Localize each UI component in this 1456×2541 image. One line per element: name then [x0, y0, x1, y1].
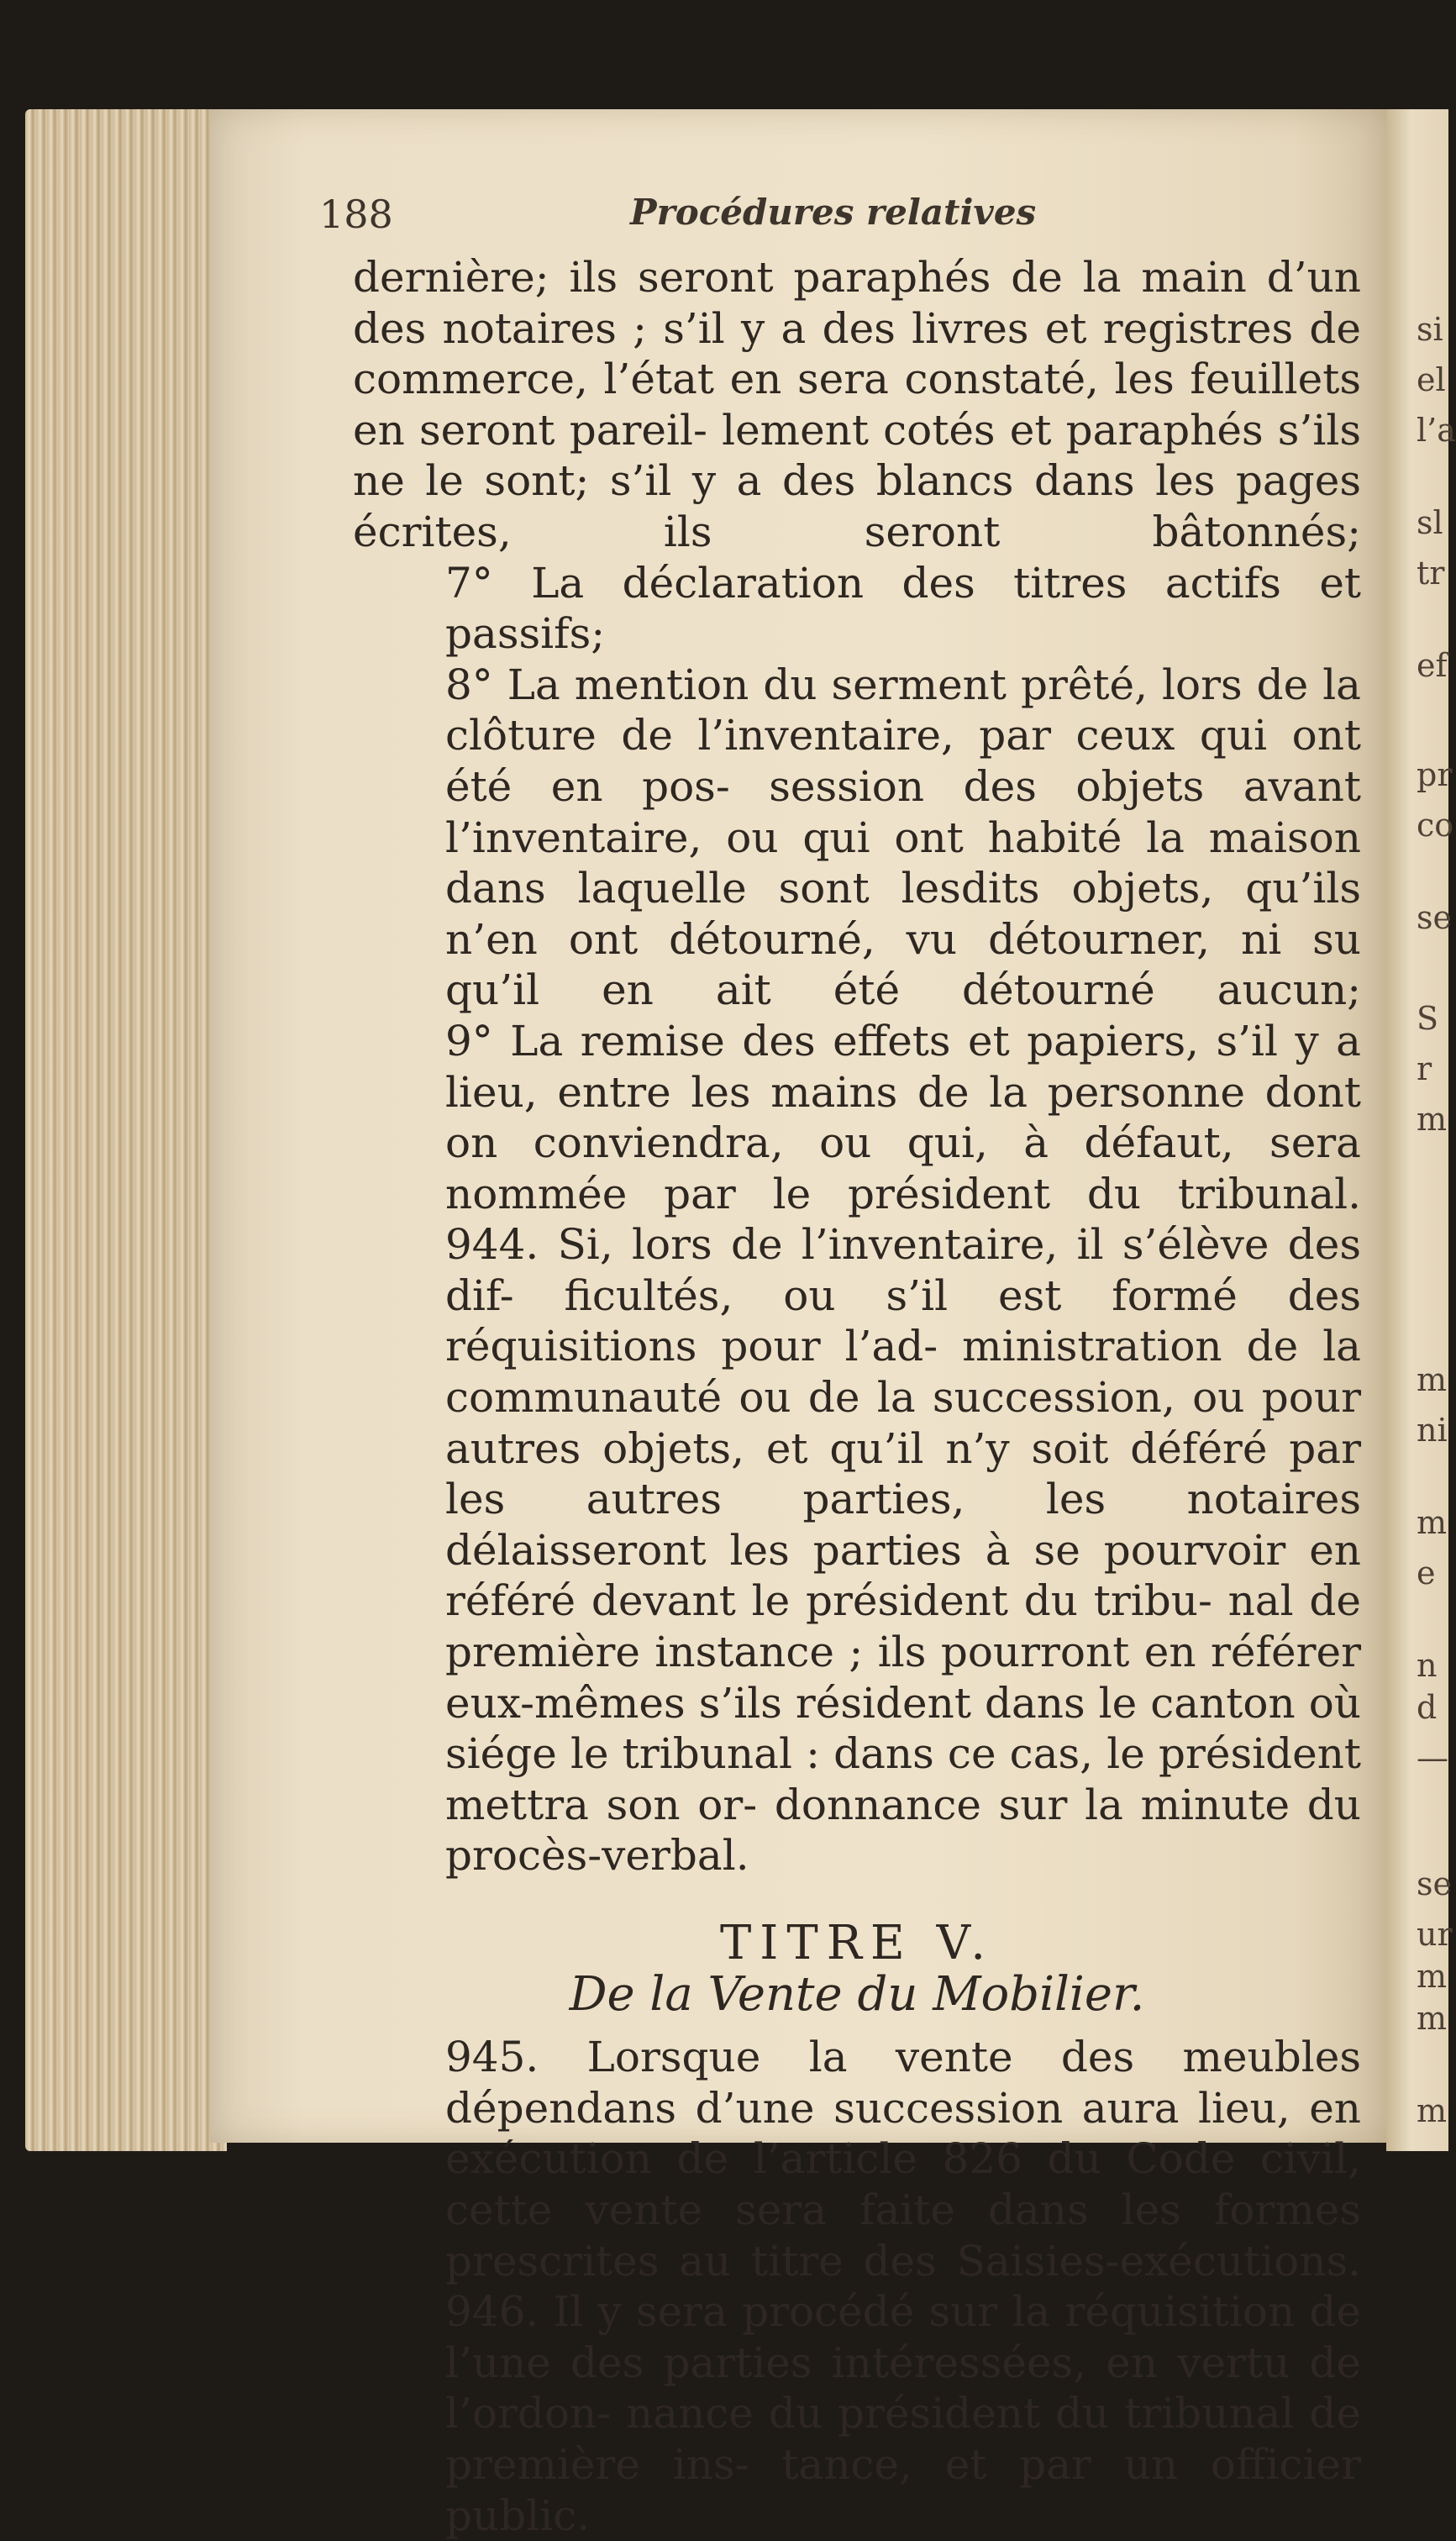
next-page-fragment: m [1417, 2000, 1448, 2037]
next-page-fragment: r [1417, 1050, 1432, 1087]
next-page-fragment: tr [1417, 555, 1445, 592]
next-page-fragment: ni [1417, 1412, 1448, 1449]
next-page-fragment: pr [1417, 756, 1453, 793]
section-subtitle: De la Vente du Mobilier. [569, 1966, 1145, 2022]
next-page-fragment: sl [1417, 504, 1443, 541]
next-page-fragment: si [1417, 311, 1443, 348]
page-header [319, 192, 1369, 242]
next-page-fragment: el [1417, 361, 1446, 398]
next-page-fragment: se [1417, 899, 1452, 936]
next-page-fragment: m [1417, 1958, 1448, 1995]
next-page-fragment: ef [1417, 647, 1448, 684]
next-page-fragment: ur [1417, 1916, 1453, 1953]
next-page-fragment: m [1417, 1504, 1448, 1541]
page-body [353, 252, 1361, 2541]
article-944: 944. Si, lors de l’inventaire, il s’élève des dif- ficultés, ou s’il est formé des réquisitions pour l’ad- ministration de la communauté ou de la succession, ou pour autres objets, et qu’il n’y soit déféré par les autres parties, les notaires délaisseront les parties à se pourvoir en référé devant le président du tribu- nal de première instance ; ils pourront en référer eux-mêmes s’ils résident dans le canton où siége le tribunal : dans ce cas, le président mettra son or- donnance sur la minute du procès-verbal. [445, 1220, 1361, 1881]
next-page-fragment: co [1417, 807, 1454, 844]
next-page-fragment: l’a [1417, 412, 1456, 449]
next-page-fragment: e [1417, 1555, 1436, 1591]
paragraph-continuation: dernière; ils seront paraphés de la main d’un des notaires ; s’il y a des livres et registres de commerce, l’état en sera constaté, les feuillets en seront pareil- lement cotés et paraphés s’ils ne le sont; s’il y a des blancs dans les pages écrites, ils seront bâtonnés; [353, 253, 1361, 556]
page-number: 188 [319, 192, 393, 237]
paragraph-item-9: 9° La remise des effets et papiers, s’il y a lieu, entre les mains de la personne dont on conviendra, ou qui, à défaut, sera nommée par le président du tribunal. [445, 1016, 1361, 1218]
section-title: TITRE V. [719, 1916, 995, 1970]
paragraph-item-7: 7° La déclaration des titres actifs et passifs; [445, 558, 1361, 659]
next-page-edge [1386, 109, 1456, 2151]
next-page-fragment: se [1417, 1865, 1452, 1902]
article-945: 945. Lorsque la vente des meubles dépendans d’une succession aura lieu, en exécution de l’article 826 du Code civil, cette vente sera faite dans les formes prescrites au titre des Saisies-exécutions. [445, 2033, 1361, 2286]
next-page-fragment: n [1417, 1647, 1438, 1684]
article-946: 946. Il y sera procédé sur la réquisition de l’une des parties intéressées, en vertu de l’ordon- nance du président du tribunal de première ins- tance, et par un officier public. [445, 2287, 1361, 2540]
page-edges [25, 109, 227, 2151]
next-page-fragment: m [1417, 2092, 1448, 2129]
next-page-fragment: d [1417, 1689, 1438, 1726]
next-page-fragment: m [1417, 1101, 1448, 1138]
paragraph-item-8: 8° La mention du serment prêté, lors de la clôture de l’inventaire, par ceux qui ont été en pos- session des objets avant l’inventaire, ou qui ont habité la maison dans laquelle sont lesdits objets, qu’ils n’en ont détourné, vu détourner, ni su qu’il en ait été détourné aucun; [445, 660, 1361, 1015]
next-page-fragment: S [1417, 1000, 1439, 1037]
running-title: Procédures relatives [630, 192, 1037, 233]
next-page-fragment: m [1417, 1361, 1448, 1398]
next-page-fragment: — [1417, 1739, 1448, 1776]
